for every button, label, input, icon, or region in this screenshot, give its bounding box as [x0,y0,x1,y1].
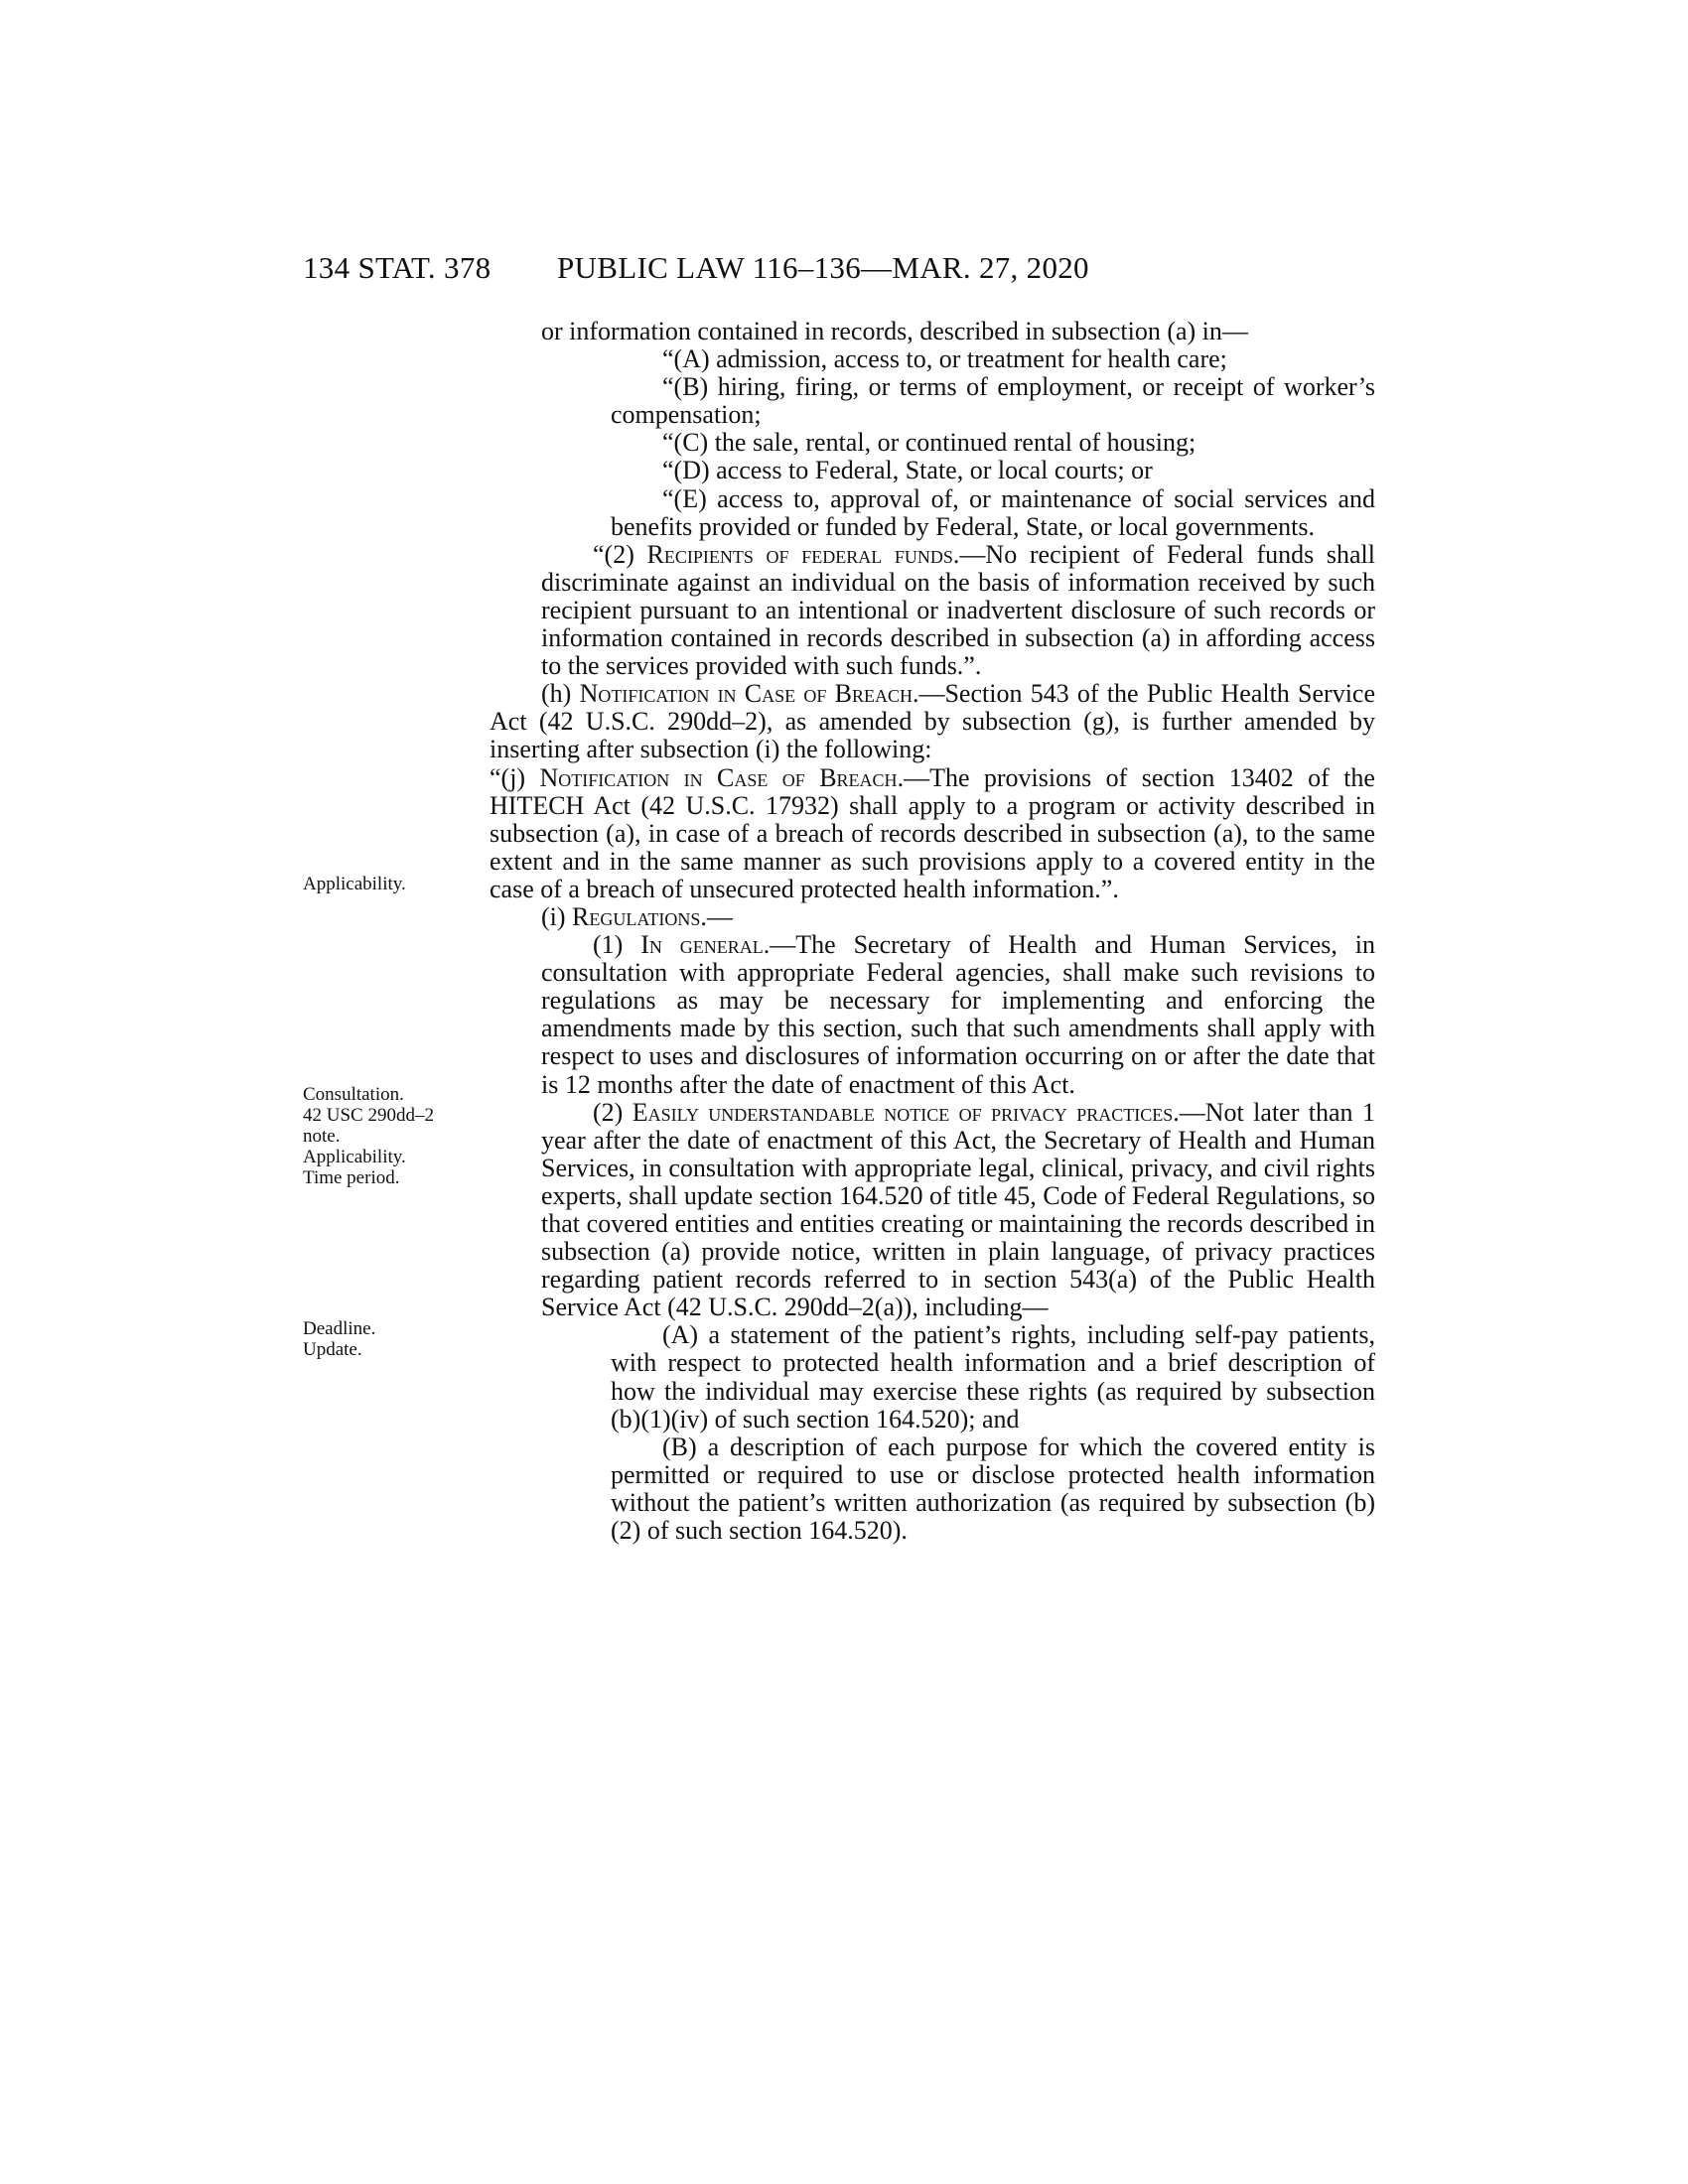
para-number: “(j) [490,762,540,792]
para-text: .— [700,901,733,931]
para-text: .—No recipient of Federal funds shall discriminate against an individual on the basis of information received by such recipient pursuant to an intentional or inadvertent disclosure of such records or information contained in records described in subsection (a) in affording access to the services provided with such funds.”. [541,539,1376,681]
clause-a: “(A) admission, access to, or treatment for health care; [662,344,1227,374]
margin-note-line: 42 USC 290dd–2 [303,1105,434,1126]
para-heading: Easily understandable notice of privacy practices [632,1097,1174,1127]
subsection-i [541,903,1375,931]
margin-note-line: Update. [303,1339,362,1360]
margin-note-line: Time period. [303,1167,400,1188]
margin-note-line: Consultation. [303,1084,404,1105]
margin-note-line: Applicability. [303,1147,406,1167]
statute-body [490,317,1376,1546]
clause-d: “(D) access to Federal, State, or local courts; or [662,456,1153,485]
para-text: .—Section 543 of the Public Health Service Act (42 U.S.C. 290dd–2), as amended by subsection (g), is further amended by inserting after subsection (i) the following: [490,679,1375,764]
para-heading: In general [640,930,764,960]
clause-c: “(C) the sale, rental, or continued rental of housing; [662,428,1196,458]
para-heading: Recipients of federal funds [646,539,953,569]
clause-i2-b: (B) a description of each purpose for which the covered entity is permitted or required to use or disclose protected health information without the patient’s written authorization (as required by subsection (b)(2) of such section 164.520). [611,1432,1375,1546]
para-text: .—Not later than 1 year after the date of enactment of this Act, the Secretary of Health and Human Services, in consultation with appropriate legal, clinical, privacy, and civil rights experts, shall update section 164.520 of title 45, Code of Federal Regulations, so that covered entities and entities creating or maintaining the records described in subsection (a) provide notice, written in plain language, of privacy practices regarding patient records referred to in section 543(a) of the Public Health Service Act (42 U.S.C. 290dd–2(a)), including— [541,1097,1375,1322]
subsection-h [490,680,1375,763]
clause-i2-a: (A) a statement of the patient’s rights, including self-pay patients, with respect to protected health information and a brief description of how the individual may exercise these rights (as required by subsection (b)(1)(iv) of such section 164.520); and [611,1320,1375,1433]
margin-note-line: Deadline. [303,1318,376,1339]
paragraph-i1 [541,931,1375,1099]
margin-note-consultation [303,1084,434,1188]
para-heading: Regulations [572,901,701,931]
stat-page-number: 134 STAT. 378 [303,250,492,285]
continued-paragraph: or information contained in records, described in subsection (a) in— [541,317,1248,345]
margin-note-deadline [303,1318,375,1360]
para-number: (i) [541,901,573,931]
clause-b: “(B) hiring, firing, or terms of employment, or receipt of worker’s compensation; [611,372,1375,430]
para-number: (h) [541,679,580,709]
paragraph-i2 [541,1099,1375,1322]
running-head-title: PUBLIC LAW 116–136—MAR. 27, 2020 [557,250,1089,285]
margin-note-line: note. [303,1126,341,1147]
para-text: .—The provisions of section 13402 of the HITECH Act (42 U.S.C. 17932) shall apply to a program or activity described in subsection (a), in case of a breach of records described in subsection (a), to the same extent and in the same manner as such provisions apply to a covered entity in the case of a breach of unsecured protected health information.”. [490,762,1375,903]
margin-note-applicability: Applicability. [303,874,406,894]
subsection-j [490,764,1375,903]
para-text: .—The Secretary of Health and Human Services, in consultation with appropriate Federal agencies, shall make such revisions to regulations as may be necessary for implementing and enforcing the amendments made by this section, such that such amendments shall apply with respect to uses and disclosures of information occurring on or after the date that is 12 months after the date of enactment of this Act. [541,930,1375,1099]
para-heading: Notification in Case of Breach [539,762,898,792]
para-number: (2) [593,1097,633,1127]
para-heading: Notification in Case of Breach [579,679,913,709]
para-number: (1) [593,930,641,960]
clause-e: “(E) access to, approval of, or maintenance of social services and benefits provided or funded by Federal, State, or local governments. [611,483,1375,541]
para-number: “(2) [593,539,647,569]
paragraph-2-recipients [541,541,1375,680]
